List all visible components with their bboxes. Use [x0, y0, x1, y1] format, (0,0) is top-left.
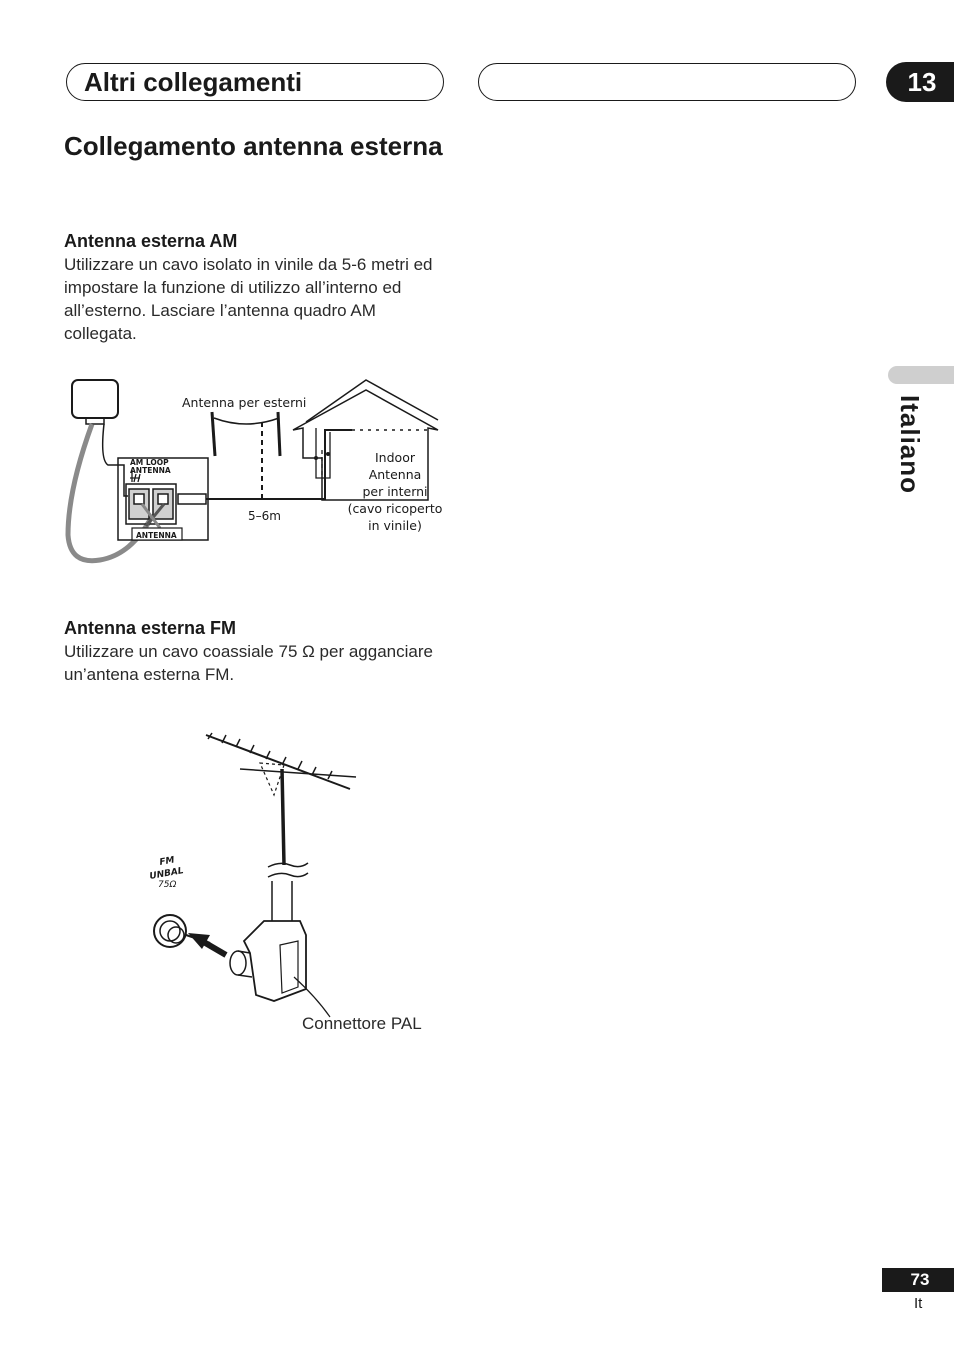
fm-jack-icon: [154, 915, 186, 947]
connector-label: Connettore PAL: [302, 1014, 422, 1033]
indoor-label-line1: Indoor: [375, 450, 415, 465]
page-number: 73: [882, 1268, 954, 1292]
am-body-text: Utilizzare un cavo isolato in vinile da 5-6 metri ed impostare la funzione di utilizzo all’interno ed all’esterno. Lasciare l’antenna quadro AM collegata.: [64, 255, 433, 343]
am-loop-antenna-icon: [72, 380, 118, 418]
am-subheading: Antenna esterna AM: [64, 231, 238, 251]
language-label: Italiano: [895, 395, 925, 495]
am-loop-label-line2: ANTENNA: [130, 466, 171, 475]
pal-connector-icon: [244, 921, 306, 1001]
page-heading: Collegamento antenna esterna: [64, 131, 443, 161]
chapter-badge: 13: [886, 62, 954, 102]
section-title: Altri collegamenti: [84, 67, 303, 97]
outdoor-antenna-label: Antenna per esterni: [182, 395, 307, 410]
fm-antenna-diagram: [140, 725, 450, 1045]
fm-jack-label-line1: FM: [158, 855, 176, 868]
antenna-terminal-label: ANTENNA: [136, 531, 177, 540]
blank-title-frame: [478, 63, 856, 101]
indoor-label-line5: in vinile): [368, 518, 422, 533]
indoor-label-line4: (cavo ricoperto: [347, 501, 443, 516]
fm-jack-label-line2: UNBAL: [148, 866, 185, 882]
fm-body-text: Utilizzare un cavo coassiale 75 Ω per agganciare un’antena esterna FM.: [64, 642, 433, 684]
language-code: It: [914, 1295, 923, 1312]
indoor-label-line3: per interni: [362, 484, 428, 499]
fm-jack-label-line3: 75Ω: [158, 880, 177, 890]
indoor-label-line2: Antenna: [368, 467, 422, 482]
cable-length-label: 5–6m: [248, 509, 281, 523]
am-antenna-diagram: [60, 370, 450, 570]
am-loop-label-line1: AM LOOP: [130, 458, 169, 467]
yagi-antenna-icon: [206, 735, 350, 789]
language-tab: [888, 366, 954, 384]
fm-subheading: Antenna esterna FM: [64, 618, 237, 638]
